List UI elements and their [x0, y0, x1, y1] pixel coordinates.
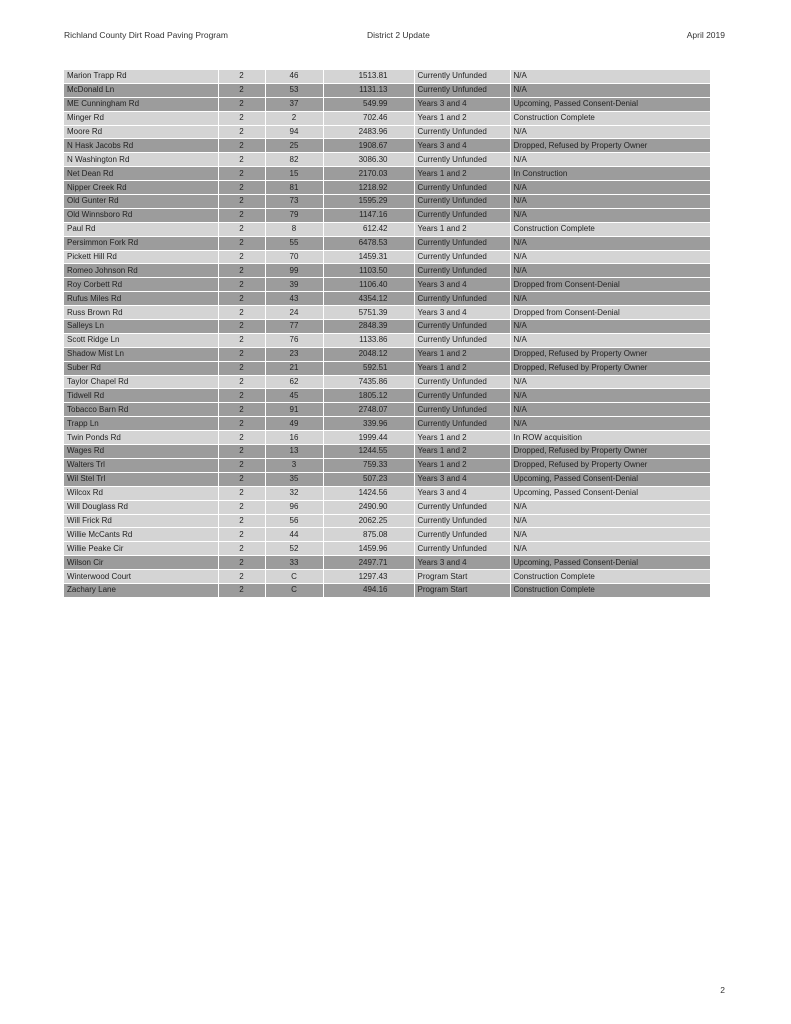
- length-cell: 1595.29: [323, 195, 414, 209]
- length-cell: 1805.12: [323, 389, 414, 403]
- length-cell: 1424.56: [323, 486, 414, 500]
- status-cell: Construction Complete: [510, 570, 710, 584]
- status-cell: N/A: [510, 292, 710, 306]
- road-name-cell: Will Frick Rd: [64, 514, 218, 528]
- rank-cell: 76: [265, 333, 323, 347]
- status-cell: Dropped, Refused by Property Owner: [510, 347, 710, 361]
- table-row: [64, 222, 710, 236]
- status-cell: N/A: [510, 542, 710, 556]
- table-row: [64, 125, 710, 139]
- table-row: [64, 458, 710, 472]
- phase-cell: Years 1 and 2: [414, 111, 510, 125]
- rank-cell: 56: [265, 514, 323, 528]
- table-row: [64, 195, 710, 209]
- phase-cell: Currently Unfunded: [414, 292, 510, 306]
- phase-cell: Years 3 and 4: [414, 486, 510, 500]
- status-cell: N/A: [510, 403, 710, 417]
- table-row: [64, 389, 710, 403]
- road-name-cell: Wilson Cir: [64, 556, 218, 570]
- road-name-cell: Roy Corbett Rd: [64, 278, 218, 292]
- phase-cell: Years 1 and 2: [414, 445, 510, 459]
- status-cell: N/A: [510, 236, 710, 250]
- rank-cell: 77: [265, 320, 323, 334]
- table-row: [64, 250, 710, 264]
- length-cell: 1999.44: [323, 431, 414, 445]
- status-cell: N/A: [510, 181, 710, 195]
- phase-cell: Currently Unfunded: [414, 333, 510, 347]
- phase-cell: Currently Unfunded: [414, 528, 510, 542]
- district-cell: 2: [218, 125, 265, 139]
- status-cell: N/A: [510, 500, 710, 514]
- phase-cell: Years 1 and 2: [414, 431, 510, 445]
- phase-cell: Currently Unfunded: [414, 153, 510, 167]
- phase-cell: Currently Unfunded: [414, 389, 510, 403]
- status-cell: N/A: [510, 320, 710, 334]
- phase-cell: Currently Unfunded: [414, 236, 510, 250]
- district-cell: 2: [218, 528, 265, 542]
- phase-cell: Currently Unfunded: [414, 70, 510, 83]
- rank-cell: 8: [265, 222, 323, 236]
- district-cell: 2: [218, 208, 265, 222]
- table-row: [64, 570, 710, 584]
- district-cell: 2: [218, 320, 265, 334]
- rank-cell: 32: [265, 486, 323, 500]
- rank-cell: 33: [265, 556, 323, 570]
- phase-cell: Years 3 and 4: [414, 278, 510, 292]
- status-cell: N/A: [510, 528, 710, 542]
- phase-cell: Currently Unfunded: [414, 375, 510, 389]
- road-name-cell: Old Gunter Rd: [64, 195, 218, 209]
- rank-cell: 73: [265, 195, 323, 209]
- table-row: [64, 264, 710, 278]
- district-cell: 2: [218, 500, 265, 514]
- phase-cell: Currently Unfunded: [414, 208, 510, 222]
- table-row: [64, 347, 710, 361]
- road-name-cell: Suber Rd: [64, 361, 218, 375]
- rank-cell: 96: [265, 500, 323, 514]
- road-name-cell: Will Douglass Rd: [64, 500, 218, 514]
- phase-cell: Years 1 and 2: [414, 347, 510, 361]
- status-cell: N/A: [510, 153, 710, 167]
- district-cell: 2: [218, 486, 265, 500]
- length-cell: 1218.92: [323, 181, 414, 195]
- rank-cell: 45: [265, 389, 323, 403]
- road-name-cell: N Washington Rd: [64, 153, 218, 167]
- rank-cell: 91: [265, 403, 323, 417]
- phase-cell: Years 1 and 2: [414, 458, 510, 472]
- district-cell: 2: [218, 514, 265, 528]
- table-row: [64, 139, 710, 153]
- road-name-cell: Wil Stel Trl: [64, 472, 218, 486]
- road-name-cell: Nipper Creek Rd: [64, 181, 218, 195]
- road-name-cell: N Hask Jacobs Rd: [64, 139, 218, 153]
- phase-cell: Years 3 and 4: [414, 97, 510, 111]
- district-cell: 2: [218, 458, 265, 472]
- district-cell: 2: [218, 361, 265, 375]
- table-row: [64, 486, 710, 500]
- district-cell: 2: [218, 153, 265, 167]
- length-cell: 2048.12: [323, 347, 414, 361]
- length-cell: 2748.07: [323, 403, 414, 417]
- rank-cell: 49: [265, 417, 323, 431]
- phase-cell: Years 1 and 2: [414, 222, 510, 236]
- district-cell: 2: [218, 306, 265, 320]
- status-cell: N/A: [510, 208, 710, 222]
- district-cell: 2: [218, 445, 265, 459]
- status-cell: N/A: [510, 125, 710, 139]
- table-row: [64, 236, 710, 250]
- status-cell: Upcoming, Passed Consent-Denial: [510, 472, 710, 486]
- status-cell: N/A: [510, 417, 710, 431]
- table-row: [64, 70, 710, 83]
- status-cell: Dropped, Refused by Property Owner: [510, 445, 710, 459]
- length-cell: 1103.50: [323, 264, 414, 278]
- table-row: [64, 97, 710, 111]
- road-name-cell: Walters Trl: [64, 458, 218, 472]
- road-name-cell: Willie McCants Rd: [64, 528, 218, 542]
- district-cell: 2: [218, 83, 265, 97]
- district-cell: 2: [218, 139, 265, 153]
- rank-cell: 21: [265, 361, 323, 375]
- road-name-cell: Willie Peake Cir: [64, 542, 218, 556]
- rank-cell: 35: [265, 472, 323, 486]
- table-row: [64, 417, 710, 431]
- road-name-cell: Tidwell Rd: [64, 389, 218, 403]
- road-name-cell: Taylor Chapel Rd: [64, 375, 218, 389]
- road-name-cell: Romeo Johnson Rd: [64, 264, 218, 278]
- header-date: April 2019: [686, 30, 725, 40]
- length-cell: 3086.30: [323, 153, 414, 167]
- rank-cell: 53: [265, 83, 323, 97]
- district-cell: 2: [218, 278, 265, 292]
- rank-cell: 62: [265, 375, 323, 389]
- length-cell: 507.23: [323, 472, 414, 486]
- length-cell: 1459.96: [323, 542, 414, 556]
- status-cell: N/A: [510, 70, 710, 83]
- status-cell: Construction Complete: [510, 222, 710, 236]
- table-row: [64, 167, 710, 181]
- road-name-cell: Paul Rd: [64, 222, 218, 236]
- table-row: [64, 292, 710, 306]
- district-cell: 2: [218, 333, 265, 347]
- table-row: [64, 514, 710, 528]
- table-row: [64, 111, 710, 125]
- length-cell: 339.96: [323, 417, 414, 431]
- table-row: [64, 333, 710, 347]
- phase-cell: Currently Unfunded: [414, 195, 510, 209]
- status-cell: N/A: [510, 375, 710, 389]
- district-cell: 2: [218, 250, 265, 264]
- phase-cell: Currently Unfunded: [414, 320, 510, 334]
- road-name-cell: Old Winnsboro Rd: [64, 208, 218, 222]
- road-paving-table: [64, 70, 711, 598]
- rank-cell: C: [265, 583, 323, 597]
- district-cell: 2: [218, 556, 265, 570]
- length-cell: 1106.40: [323, 278, 414, 292]
- district-cell: 2: [218, 111, 265, 125]
- district-cell: 2: [218, 264, 265, 278]
- phase-cell: Currently Unfunded: [414, 250, 510, 264]
- district-cell: 2: [218, 583, 265, 597]
- table-row: [64, 583, 710, 597]
- road-name-cell: Net Dean Rd: [64, 167, 218, 181]
- phase-cell: Years 1 and 2: [414, 167, 510, 181]
- rank-cell: 24: [265, 306, 323, 320]
- length-cell: 2170.03: [323, 167, 414, 181]
- district-cell: 2: [218, 347, 265, 361]
- road-name-cell: Scott Ridge Ln: [64, 333, 218, 347]
- rank-cell: 82: [265, 153, 323, 167]
- rank-cell: 16: [265, 431, 323, 445]
- length-cell: 5751.39: [323, 306, 414, 320]
- status-cell: Construction Complete: [510, 111, 710, 125]
- rank-cell: 52: [265, 542, 323, 556]
- length-cell: 2062.25: [323, 514, 414, 528]
- road-name-cell: Pickett Hill Rd: [64, 250, 218, 264]
- phase-cell: Currently Unfunded: [414, 125, 510, 139]
- road-name-cell: Shadow Mist Ln: [64, 347, 218, 361]
- road-name-cell: Twin Ponds Rd: [64, 431, 218, 445]
- rank-cell: 13: [265, 445, 323, 459]
- table-row: [64, 431, 710, 445]
- status-cell: Dropped, Refused by Property Owner: [510, 139, 710, 153]
- length-cell: 1459.31: [323, 250, 414, 264]
- status-cell: N/A: [510, 83, 710, 97]
- length-cell: 7435.86: [323, 375, 414, 389]
- table-row: [64, 375, 710, 389]
- rank-cell: 81: [265, 181, 323, 195]
- length-cell: 702.46: [323, 111, 414, 125]
- rank-cell: C: [265, 570, 323, 584]
- district-cell: 2: [218, 167, 265, 181]
- status-cell: N/A: [510, 250, 710, 264]
- road-name-cell: Marion Trapp Rd: [64, 70, 218, 83]
- status-cell: Upcoming, Passed Consent-Denial: [510, 97, 710, 111]
- phase-cell: Currently Unfunded: [414, 83, 510, 97]
- rank-cell: 23: [265, 347, 323, 361]
- table-row: [64, 472, 710, 486]
- rank-cell: 79: [265, 208, 323, 222]
- header-program-title: Richland County Dirt Road Paving Program: [64, 30, 228, 40]
- table-row: [64, 542, 710, 556]
- phase-cell: Currently Unfunded: [414, 264, 510, 278]
- district-cell: 2: [218, 417, 265, 431]
- table-row: [64, 208, 710, 222]
- road-name-cell: Wages Rd: [64, 445, 218, 459]
- length-cell: 2497.71: [323, 556, 414, 570]
- status-cell: N/A: [510, 264, 710, 278]
- length-cell: 2483.96: [323, 125, 414, 139]
- table-row: [64, 153, 710, 167]
- phase-cell: Years 3 and 4: [414, 472, 510, 486]
- rank-cell: 2: [265, 111, 323, 125]
- road-name-cell: Salleys Ln: [64, 320, 218, 334]
- district-cell: 2: [218, 181, 265, 195]
- length-cell: 1908.67: [323, 139, 414, 153]
- length-cell: 4354.12: [323, 292, 414, 306]
- status-cell: Construction Complete: [510, 583, 710, 597]
- length-cell: 612.42: [323, 222, 414, 236]
- length-cell: 1133.86: [323, 333, 414, 347]
- road-name-cell: Moore Rd: [64, 125, 218, 139]
- table-row: [64, 83, 710, 97]
- phase-cell: Years 1 and 2: [414, 361, 510, 375]
- phase-cell: Program Start: [414, 570, 510, 584]
- district-cell: 2: [218, 472, 265, 486]
- phase-cell: Currently Unfunded: [414, 514, 510, 528]
- status-cell: Dropped from Consent-Denial: [510, 278, 710, 292]
- table-row: [64, 320, 710, 334]
- road-name-cell: Winterwood Court: [64, 570, 218, 584]
- road-name-cell: Rufus Miles Rd: [64, 292, 218, 306]
- district-cell: 2: [218, 570, 265, 584]
- status-cell: Dropped from Consent-Denial: [510, 306, 710, 320]
- district-cell: 2: [218, 97, 265, 111]
- length-cell: 1297.43: [323, 570, 414, 584]
- status-cell: Upcoming, Passed Consent-Denial: [510, 486, 710, 500]
- status-cell: Upcoming, Passed Consent-Denial: [510, 556, 710, 570]
- length-cell: 1131.13: [323, 83, 414, 97]
- phase-cell: Currently Unfunded: [414, 500, 510, 514]
- table-row: [64, 181, 710, 195]
- road-name-cell: Zachary Lane: [64, 583, 218, 597]
- status-cell: Dropped, Refused by Property Owner: [510, 458, 710, 472]
- length-cell: 759.33: [323, 458, 414, 472]
- road-name-cell: Russ Brown Rd: [64, 306, 218, 320]
- table-row: [64, 528, 710, 542]
- table-row: [64, 500, 710, 514]
- phase-cell: Currently Unfunded: [414, 181, 510, 195]
- table-row: [64, 403, 710, 417]
- phase-cell: Years 3 and 4: [414, 139, 510, 153]
- header-district-title: District 2 Update: [367, 30, 430, 40]
- length-cell: 1244.55: [323, 445, 414, 459]
- table-row: [64, 445, 710, 459]
- status-cell: N/A: [510, 389, 710, 403]
- rank-cell: 94: [265, 125, 323, 139]
- district-cell: 2: [218, 375, 265, 389]
- status-cell: In Construction: [510, 167, 710, 181]
- district-cell: 2: [218, 389, 265, 403]
- status-cell: N/A: [510, 195, 710, 209]
- table-row: [64, 556, 710, 570]
- road-name-cell: Wilcox Rd: [64, 486, 218, 500]
- road-name-cell: ME Cunningham Rd: [64, 97, 218, 111]
- district-cell: 2: [218, 222, 265, 236]
- rank-cell: 70: [265, 250, 323, 264]
- rank-cell: 44: [265, 528, 323, 542]
- road-name-cell: Tobacco Barn Rd: [64, 403, 218, 417]
- length-cell: 2490.90: [323, 500, 414, 514]
- district-cell: 2: [218, 70, 265, 83]
- phase-cell: Years 3 and 4: [414, 556, 510, 570]
- rank-cell: 25: [265, 139, 323, 153]
- length-cell: 6478.53: [323, 236, 414, 250]
- phase-cell: Years 3 and 4: [414, 306, 510, 320]
- rank-cell: 99: [265, 264, 323, 278]
- district-cell: 2: [218, 403, 265, 417]
- table-row: [64, 361, 710, 375]
- road-name-cell: Trapp Ln: [64, 417, 218, 431]
- district-cell: 2: [218, 431, 265, 445]
- rank-cell: 39: [265, 278, 323, 292]
- table-row: [64, 278, 710, 292]
- phase-cell: Currently Unfunded: [414, 542, 510, 556]
- status-cell: In ROW acquisition: [510, 431, 710, 445]
- district-cell: 2: [218, 292, 265, 306]
- phase-cell: Currently Unfunded: [414, 403, 510, 417]
- length-cell: 1513.81: [323, 70, 414, 83]
- rank-cell: 43: [265, 292, 323, 306]
- table-row: [64, 306, 710, 320]
- length-cell: 494.16: [323, 583, 414, 597]
- rank-cell: 37: [265, 97, 323, 111]
- length-cell: 549.99: [323, 97, 414, 111]
- district-cell: 2: [218, 542, 265, 556]
- page-number: 2: [720, 985, 725, 995]
- rank-cell: 15: [265, 167, 323, 181]
- rank-cell: 55: [265, 236, 323, 250]
- status-cell: N/A: [510, 514, 710, 528]
- district-cell: 2: [218, 236, 265, 250]
- length-cell: 592.51: [323, 361, 414, 375]
- phase-cell: Currently Unfunded: [414, 417, 510, 431]
- road-name-cell: McDonald Ln: [64, 83, 218, 97]
- road-name-cell: Persimmon Fork Rd: [64, 236, 218, 250]
- district-cell: 2: [218, 195, 265, 209]
- length-cell: 2848.39: [323, 320, 414, 334]
- length-cell: 875.08: [323, 528, 414, 542]
- phase-cell: Program Start: [414, 583, 510, 597]
- status-cell: N/A: [510, 333, 710, 347]
- rank-cell: 3: [265, 458, 323, 472]
- length-cell: 1147.16: [323, 208, 414, 222]
- status-cell: Dropped, Refused by Property Owner: [510, 361, 710, 375]
- road-name-cell: Minger Rd: [64, 111, 218, 125]
- rank-cell: 46: [265, 70, 323, 83]
